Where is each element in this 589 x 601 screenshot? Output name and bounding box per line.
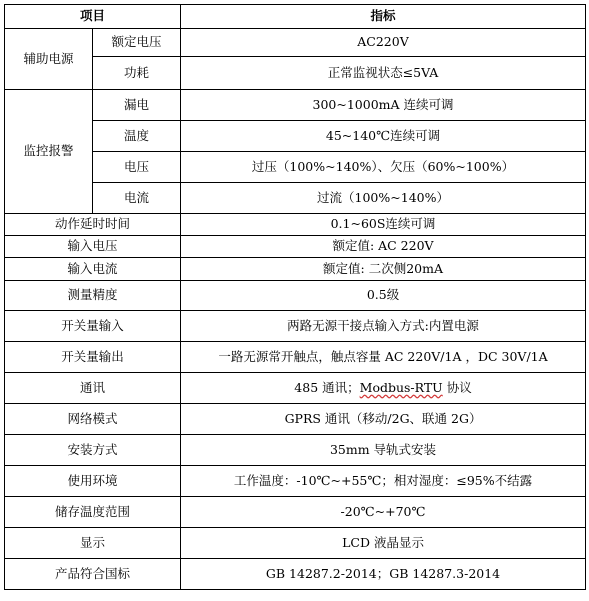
group-label-monitor-alarm: 监控报警	[5, 90, 93, 214]
row-label: 显示	[5, 528, 181, 559]
row-label: 储存温度范围	[5, 497, 181, 528]
row-label: 通讯	[5, 373, 181, 404]
table-row	[5, 342, 586, 373]
protocol-name: Modbus-RTU	[359, 379, 443, 395]
group-label-aux-power: 辅助电源	[5, 29, 93, 90]
sub-label: 温度	[93, 121, 181, 152]
spec-value: 额定值: AC 220V	[181, 236, 586, 258]
table-row	[5, 373, 586, 404]
spec-value: 工作温度：-10℃~+55℃；相对湿度：≤95%不结露	[181, 466, 586, 497]
table-row	[5, 121, 586, 152]
sub-label: 功耗	[93, 57, 181, 90]
table-row	[5, 183, 586, 214]
row-label: 开关量输入	[5, 311, 181, 342]
row-label: 产品符合国标	[5, 559, 181, 590]
spec-value: LCD 液晶显示	[181, 528, 586, 559]
table-row	[5, 57, 586, 90]
sub-label: 电流	[93, 183, 181, 214]
row-label: 动作延时时间	[5, 214, 181, 236]
table-row	[5, 497, 586, 528]
sub-label: 电压	[93, 152, 181, 183]
spec-value: 正常监视状态≤5VA	[181, 57, 586, 90]
spec-value: 0.1~60S连续可调	[181, 214, 586, 236]
row-label: 测量精度	[5, 281, 181, 311]
comm-suffix: 协议	[442, 379, 472, 395]
spec-value: 两路无源干接点输入方式:内置电源	[181, 311, 586, 342]
header-row	[5, 5, 586, 29]
row-label: 开关量输出	[5, 342, 181, 373]
header-item: 项目	[5, 5, 181, 29]
spec-value: GPRS 通讯（移动/2G、联通 2G）	[181, 404, 586, 435]
table-row	[5, 214, 586, 236]
spec-value: 0.5级	[181, 281, 586, 311]
spec-value: GB 14287.2-2014；GB 14287.3-2014	[181, 559, 586, 590]
table-row	[5, 29, 586, 57]
spec-value: 过压（100%~140%）、欠压（60%~100%）	[181, 152, 586, 183]
spec-value: 300~1000mA 连续可调	[181, 90, 586, 121]
sub-label: 额定电压	[93, 29, 181, 57]
spec-value	[181, 373, 586, 404]
spec-value: 过流（100%~140%）	[181, 183, 586, 214]
table-row	[5, 559, 586, 590]
spec-value: 35mm 导轨式安装	[181, 435, 586, 466]
table-row	[5, 90, 586, 121]
row-label: 安装方式	[5, 435, 181, 466]
table-row	[5, 281, 586, 311]
table-row	[5, 236, 586, 258]
table-row	[5, 435, 586, 466]
spec-value: 一路无源常开触点，触点容量 AC 220V/1A ，DC 30V/1A	[181, 342, 586, 373]
table-row	[5, 404, 586, 435]
table-row	[5, 152, 586, 183]
spec-value: 额定值: 二次侧20mA	[181, 258, 586, 281]
row-label: 输入电压	[5, 236, 181, 258]
table-row	[5, 528, 586, 559]
spec-value: AC220V	[181, 29, 586, 57]
row-label: 使用环境	[5, 466, 181, 497]
row-label: 输入电流	[5, 258, 181, 281]
spec-value: -20℃~+70℃	[181, 497, 586, 528]
spec-value: 45~140℃连续可调	[181, 121, 586, 152]
row-label: 网络模式	[5, 404, 181, 435]
table-row	[5, 466, 586, 497]
comm-prefix: 485 通讯；	[294, 379, 360, 395]
spec-table	[4, 4, 586, 590]
table-row	[5, 311, 586, 342]
sub-label: 漏电	[93, 90, 181, 121]
header-spec: 指标	[181, 5, 586, 29]
table-row	[5, 258, 586, 281]
